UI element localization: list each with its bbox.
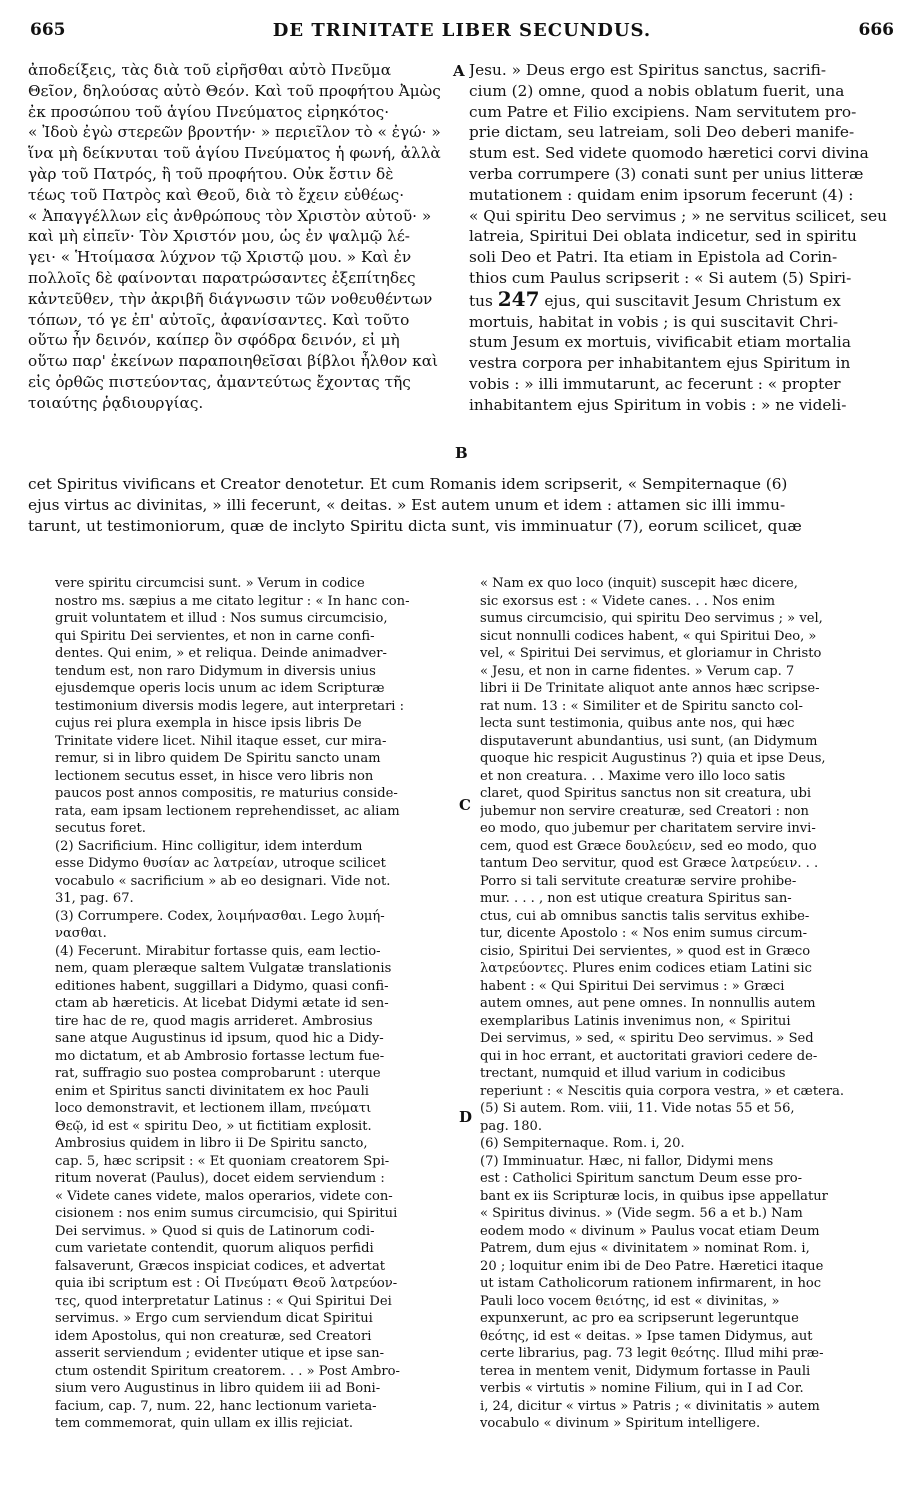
text-line: cisio, Spiritui Dei servientes, » quod est in Græco [480, 943, 811, 959]
text-line: ut istam Catholicorum rationem infirmarent, in hoc [480, 1276, 822, 1291]
page-number-right: 666 [858, 20, 894, 40]
text-line: sium vero Augustinus in libro quidem iii ad Boni- [55, 1381, 381, 1396]
text-fragment: ejus, qui suscitavit Jesum Christum ex [544, 291, 841, 310]
text-line: cisionem : nos enim sumus circumcisio, qui Spiritui [55, 1206, 398, 1221]
text-line: λατρεύοντες. Plures enim codices etiam Latini sic [480, 961, 812, 976]
text-line: « Qui spiritu Deo servimus ; » ne servitus scilicet, seu [469, 206, 887, 225]
text-line: eo modo, quo jubemur per charitatem servire invi- [480, 821, 816, 836]
text-line: reperiunt : « Nescitis quia corpora vestra, » et cætera. [480, 1083, 845, 1099]
text-line: θεότης, id est « deitas. » Ipse tamen Didymus, aut [480, 1328, 813, 1344]
text-line: editiones habent, suggillari a Didymo, quasi confi- [55, 978, 389, 994]
text-line: sicut nonnulli codices habent, « qui Spiritui Deo, » [480, 628, 817, 644]
text-line: facium, cap. 7, num. 22, hanc lectionum varieta- [55, 1398, 377, 1414]
footnotes-right-column [480, 575, 895, 1433]
text-line: testimonium diversis modis legere, aut interpretari : [55, 698, 405, 714]
text-line: Ambrosius quidem in libro ii De Spiritu sancto, [55, 1136, 368, 1151]
text-line: 20 ; loquitur enim ibi de Deo Patre. Hæretici itaque [480, 1258, 824, 1274]
text-line: et non creatura. . . Maxime vero illo loco satis [480, 768, 786, 784]
text-line: ἵνα μὴ δείκνυται τοῦ ἁγίου Πνεύματος ἡ φωνή, ἀλλὰ [28, 144, 441, 163]
text-line: i, 24, dicitur « virtus » Patris ; « divinitatis » autem [480, 1398, 820, 1414]
text-line: stum Jesum ex mortuis, vivificabit etiam mortalia [469, 333, 851, 352]
text-line: trectant, numquid et illud varium in codicibus [480, 1066, 786, 1081]
text-line: « Spiritus divinus. » (Vide segm. 56 a et b.) Nam [480, 1206, 803, 1221]
latin-translation-column [469, 60, 897, 416]
text-line: prie dictam, seu latreiam, soli Deo deberi manife- [469, 123, 855, 142]
text-line: gruit voluntatem et illud : Nos sumus circumcisio, [55, 611, 388, 626]
text-line: cet Spiritus vivificans et Creator denotetur. Et cum Romanis idem scripserit, « Sempiternaque (6) [28, 475, 788, 493]
text-line: falsaverunt, Græcos inspiciat codices, et advertat [55, 1258, 386, 1274]
text-line: Θεῖον, δηλούσας αὐτὸ Θεόν. Καὶ τοῦ προφήτου Ἀμὼς [28, 81, 441, 100]
text-line: secutus foret. [55, 821, 146, 836]
margin-marker-a: A [453, 62, 465, 80]
text-line: τοιαύτης ῥᾳδιουργίας. [28, 393, 204, 412]
text-line: τόπων, τό γε ἐπ' αὐτοῖς, ἀφανίσαντες. Καὶ τοῦτο [28, 310, 410, 329]
text-line: qui Spiritu Dei servientes, et non in carne confi- [55, 628, 375, 644]
text-line: οὕτω ἦν δεινόν, καίπερ ὂν σφόδρα δεινόν, εἰ μὴ [28, 331, 400, 350]
text-line: sane atque Augustinus id ipsum, quod hic a Didy- [55, 1031, 384, 1046]
text-line: cem, quod est Græce δουλεύειν, sed eo modo, quo [480, 838, 817, 854]
text-line: (3) Corrumpere. Codex, λοιμήνασθαι. Lego λυμή- [55, 908, 385, 924]
text-line: οὕτω παρ' ἐκείνων παραποιηθεῖσαι βίβλοι ἦλθον καὶ [28, 352, 439, 371]
text-line: vel, « Spiritui Dei servimus, et gloriamur in Christo [480, 646, 822, 661]
text-line: lecta sunt testimonia, quibus ante nos, qui hæc [480, 716, 795, 731]
text-line: rata, eam ipsam lectionem reprehendisset, ac aliam [55, 803, 400, 819]
text-line: vere spiritu circumcisi sunt. » Verum in codice [55, 576, 365, 591]
greek-text-column [28, 60, 453, 414]
text-line: κἀντεῦθεν, τὴν ἀκριβῆ διάγνωσιν τῶν νοθευθέντων [28, 289, 433, 308]
text-line: τες, quod interpretatur Latinus : « Qui Spiritui Dei [55, 1293, 392, 1309]
text-line: ctum ostendit Spiritum creatorem. . . » Post Ambro- [55, 1363, 400, 1379]
text-line: sic exorsus est : « Videte canes. . . Nos enim [480, 593, 776, 609]
text-line: Dei servimus, » sed, « spiritu Deo servimus. » Sed [480, 1031, 814, 1046]
text-line: tendum est, non raro Didymum in diversis unius [55, 663, 376, 679]
text-line: Jesu. » Deus ergo est Spiritus sanctus, sacrifi- [469, 61, 827, 79]
text-line: Θεῷ, id est « spiritu Deo, » ut fictitiam explosit. [55, 1118, 372, 1134]
text-line: soli Deo et Patri. Ita etiam in Epistola ad Corin- [469, 248, 838, 267]
text-line: verba corrumpere (3) conati sunt per unius litteræ [469, 164, 864, 183]
text-line: ctus, cui ab omnibus sanctis talis servitus exhibe- [480, 908, 810, 924]
text-line: γει· « Ἡτοίμασα λύχνον τῷ Χριστῷ μου. » Καὶ ἐν [28, 248, 412, 267]
margin-marker-d: D [459, 1108, 473, 1126]
text-line: thios cum Paulus scripserit : « Si autem (5) Spiri- [469, 268, 852, 287]
text-line: disputaverunt abundantius, usi sunt, (an Didymum [480, 733, 818, 749]
text-line: paucos post annos compositis, re maturius conside- [55, 786, 398, 801]
text-line: (4) Fecerunt. Mirabitur fortasse quis, eam lectio- [55, 943, 381, 959]
text-line: nem, quam pleræque saltem Vulgatæ translationis [55, 961, 392, 976]
margin-marker-c: C [459, 796, 471, 814]
text-line: asserit serviendum ; evidenter utique et ipse san- [55, 1346, 385, 1361]
text-line: ritum noverat (Paulus), docet eidem serviendum : [55, 1171, 385, 1186]
text-line: nostro ms. sæpius a me citato legitur : « In hanc con- [55, 593, 410, 609]
text-line: tantum Deo servitur, quod est Græce λατρεύειν. . . [480, 856, 819, 871]
text-line: latreia, Spiritui Dei oblata indicetur, sed in spiritu [469, 227, 857, 246]
migne-column-number: 247 [497, 288, 540, 311]
text-line: 31, pag. 67. [55, 891, 134, 906]
text-line: (5) Si autem. Rom. viii, 11. Vide notas 55 et 56, [480, 1101, 795, 1116]
text-line: mur. . . . , non est utique creatura Spiritus san- [480, 891, 792, 906]
text-line: certe librarius, pag. 73 legit θεότης. Illud mihi præ- [480, 1346, 824, 1361]
text-line: stum est. Sed videte quomodo hæretici corvi divina [469, 144, 869, 163]
text-line: καὶ μὴ εἰπεῖν· Τὸν Χριστόν μου, ὡς ἐν ψαλμῷ λέ- [28, 227, 410, 246]
text-line: exemplaribus Latinis invenimus non, « Spiritui [480, 1013, 791, 1029]
running-header [30, 20, 894, 44]
text-line: (6) Sempiternaque. Rom. i, 20. [480, 1136, 685, 1151]
text-line: « Jesu, et non in carne fidentes. » Verum cap. 7 [480, 663, 795, 679]
text-line: est : Catholici Spiritum sanctum Deum esse pro- [480, 1171, 803, 1186]
text-line: rat, suffragio suo postea comprobarunt : uterque [55, 1066, 381, 1081]
text-fragment: tus [469, 291, 493, 310]
text-line: cum Patre et Filio excipiens. Nam servitutem pro- [469, 102, 857, 121]
full-width-text [28, 474, 896, 536]
text-line: cum varietate contendit, quorum aliquos perfidi [55, 1241, 374, 1256]
text-line: autem omnes, aut pene omnes. In nonnullis autem [480, 996, 816, 1011]
text-line: qui in hoc errant, et auctoritati graviori cedere de- [480, 1048, 818, 1064]
text-line: sumus circumcisio, qui spiritu Deo servimus ; » vel, [480, 611, 823, 626]
text-line: Dei servimus. » Quod si quis de Latinorum codi- [55, 1223, 375, 1239]
text-line: « Nam ex quo loco (inquit) suscepit hæc dicere, [480, 576, 798, 591]
text-line: τέως τοῦ Πατρὸς καὶ Θεοῦ, διὰ τὸ ἔχειν εὐθέως· [28, 185, 405, 204]
text-line: γὰρ τοῦ Πατρός, ἢ τοῦ προφήτου. Οὐκ ἔστιν δὲ [28, 164, 394, 183]
text-line: Patrem, dum ejus « divinitatem » nominat Rom. i, [480, 1241, 810, 1256]
text-line: « Ἀπαγγέλλων εἰς ἀνθρώπους τὸν Χριστὸν αὐτοῦ· » [28, 206, 432, 225]
text-line: cap. 5, hæc scripsit : « Et quoniam creatorem Spi- [55, 1153, 390, 1169]
text-line: remur, si in libro quidem De Spiritu sancto unam [55, 751, 381, 766]
text-line: quia ibi scriptum est : Οἱ Πνεύματι Θεοῦ λατρεύον- [55, 1276, 398, 1291]
text-line: vestra corpora per inhabitantem ejus Spiritum in [469, 354, 851, 373]
text-line: libri ii De Trinitate aliquot ante annos hæc scripse- [480, 681, 820, 696]
text-line: jubemur non servire creaturæ, sed Creatori : non [480, 803, 809, 819]
text-line: ejus virtus ac divinitas, » illi fecerunt, « deitas. » Est autem unum et idem : attamen sic illi immu- [28, 495, 786, 514]
text-line: Porro si tali servitute creaturæ servire prohibe- [480, 873, 797, 889]
text-line: tarunt, ut testimoniorum, quæ de inclyto Spiritu dicta sunt, vis imminuatur (7), eorum scilicet, quæ [28, 516, 802, 535]
text-line: ctam ab hæreticis. At licebat Didymi ætate id sen- [55, 996, 389, 1011]
text-line: νασθαι. [55, 926, 107, 941]
text-line: esse Didymo θυσίαν ac λατρείαν, utroque scilicet [55, 856, 386, 871]
text-line: idem Apostolus, qui non creaturæ, sed Creatori [55, 1328, 372, 1344]
text-line: cujus rei plura exempla in hisce ipsis libris De [55, 716, 362, 731]
text-line: ἐκ προσώπου τοῦ ἁγίου Πνεύματος εἰρηκότος· [28, 102, 390, 121]
text-line: tur, dicente Apostolo : « Nos enim sumus circum- [480, 926, 808, 941]
text-line: habent : « Qui Spiritui Dei servimus : » Græci [480, 978, 785, 994]
text-line: « Ἰδοὺ ἐγὼ στερεῶν βροντήν· » περιεῖλον τὸ « ἐγώ· » [28, 123, 441, 142]
text-line: mo dictatum, et ab Ambrosio fortasse lectum fue- [55, 1048, 385, 1064]
text-line: bant ex iis Scripturæ locis, in quibus ipse appellatur [480, 1188, 828, 1204]
text-line: enim et Spiritus sancti divinitatem ex hoc Pauli [55, 1083, 369, 1099]
text-line: rat num. 13 : « Similiter et de Spiritu sancto col- [480, 698, 803, 714]
text-line: loco demonstravit, et lectionem illam, πνεύματι [55, 1101, 372, 1116]
text-line: lectionem secutus esset, in hisce vero libris non [55, 768, 374, 784]
page-number-left: 665 [30, 20, 66, 40]
text-line: vobis : » illi immutarunt, ac fecerunt : « propter [469, 374, 841, 393]
text-line: tem commemorat, quin ullam ex illis rejiciat. [55, 1416, 354, 1431]
text-line: terea in mentem venit, Didymum fortasse in Pauli [480, 1363, 811, 1379]
text-line: ejusdemque operis locis unum ac idem Scripturæ [55, 681, 385, 696]
text-line [469, 289, 897, 312]
running-title: DE TRINITATE LIBER SECUNDUS. [272, 20, 652, 41]
text-line: Pauli loco vocem θειότης, id est « divinitas, » [480, 1293, 780, 1309]
text-line: (7) Imminuatur. Hæc, ni fallor, Didymi mens [480, 1153, 774, 1169]
text-line: vocabulo « sacrificium » ab eo designari. Vide not. [55, 873, 391, 889]
text-line: inhabitantem ejus Spiritum in vobis : » ne videli- [469, 395, 847, 414]
text-line: mutationem : quidam enim ipsorum fecerunt (4) : [469, 185, 854, 204]
text-line: pag. 180. [480, 1118, 543, 1134]
text-line: ἀποδείξεις, τὰς διὰ τοῦ εἰρῆσθαι αὐτὸ Πνεῦμα [28, 61, 392, 79]
text-line: cium (2) omne, quod a nobis oblatum fuerit, una [469, 81, 845, 100]
text-line: servimus. » Ergo cum serviendum dicat Spiritui [55, 1311, 373, 1326]
text-line: expunxerunt, ac pro ea scripserunt legeruntque [480, 1311, 799, 1326]
text-line: verbis « virtutis » nomine Filium, qui in I ad Cor. [480, 1381, 804, 1396]
text-line: quoque hic respicit Augustinus ?) quia et ipse Deus, [480, 751, 826, 766]
text-line: dentes. Qui enim, » et reliqua. Deinde animadver- [55, 646, 387, 661]
text-line: vocabulo « divinum » Spiritum intelligere. [480, 1416, 761, 1431]
margin-marker-b: B [455, 444, 468, 462]
text-line: εἰς ὀρθῶς πιστεύοντας, ἀμαντεύτως ἔχοντας τῆς [28, 372, 411, 391]
text-line: (2) Sacrificium. Hinc colligitur, idem interdum [55, 838, 363, 854]
text-line: claret, quod Spiritus sanctus non sit creatura, ubi [480, 786, 812, 801]
text-line: « Videte canes videte, malos operarios, videte con- [55, 1188, 393, 1204]
text-line: mortuis, habitat in vobis ; is qui suscitavit Chri- [469, 312, 839, 331]
text-line: eodem modo « divinum » Paulus vocat etiam Deum [480, 1223, 820, 1239]
text-line: tire hac de re, quod magis arrideret. Ambrosius [55, 1013, 373, 1029]
text-line: πολλοῖς δὲ φαίνονται παρατρώσαντες ἐξεπίτηδες [28, 268, 416, 287]
text-line: Trinitate videre licet. Nihil itaque esset, cur mira- [55, 733, 387, 749]
footnotes-left-column [55, 575, 455, 1433]
